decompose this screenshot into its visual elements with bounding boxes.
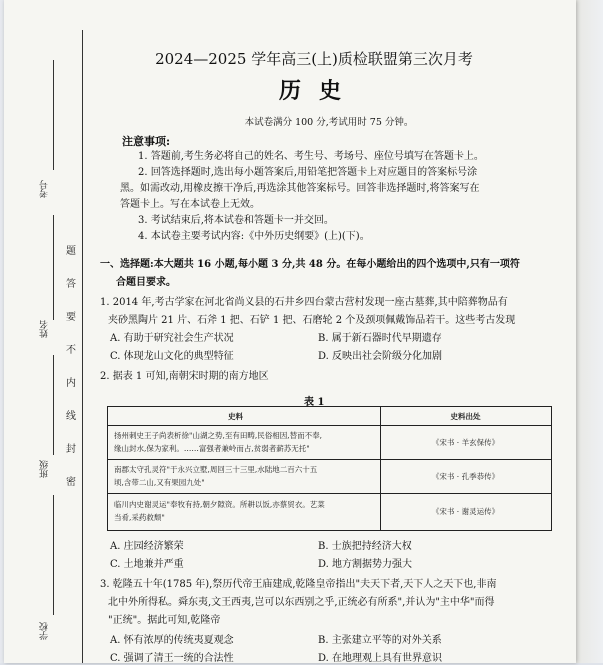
table-cell-text: 临川内史谢灵运"奉牧有持,朝夕隙资。所耕以饭,亦蔡贸衣。艺菜 <box>114 500 325 509</box>
q2-option-a: A. 庄园经济繁荣 <box>110 541 184 552</box>
table-cell-source: 《宋书 · 谢灵运传》 <box>431 507 500 516</box>
q3-stem-cont: "正统"。据此可知,乾隆帝 <box>108 615 221 626</box>
q1-stem: 1. 2014 年,考古学家在河北省尚义县的石井乡四台蒙古营村发现一座古墓葬,其中陪葬物品有 <box>100 297 508 308</box>
name-underline <box>53 215 54 320</box>
q3-option-c: C. 强调了清王一统的合法性 <box>110 653 234 664</box>
q2-stem: 2. 据表 1 可知,南朝宋时期的南方地区 <box>100 371 269 382</box>
table-rule <box>108 459 551 460</box>
seal-char: 内 <box>66 378 76 389</box>
note-4: 4. 本试卷主要考试内容:《中外历史纲要》(上)(下)。 <box>138 231 370 242</box>
table-caption: 表 1 <box>304 397 325 408</box>
seal-char: 封 <box>66 444 76 455</box>
q1-option-b: B. 属于新石器时代早期遗存 <box>318 333 442 344</box>
source-table <box>107 406 552 531</box>
q3-option-d: D. 在地理观上具有世界意识 <box>318 653 443 664</box>
section-heading: 一、选择题:本大题共 16 小题,每小题 3 分,共 48 分。在每小题给出的四个选项中,只有一项符 <box>100 259 520 270</box>
q3-stem: 3. 乾隆五十年(1785 年),祭历代帝王庙建成,乾隆皇帝指出"夫天下者,天下人之天下也,非南 <box>100 579 497 590</box>
subject-title: 历史 <box>278 78 359 104</box>
q2-option-c: C. 土地兼并严重 <box>110 559 184 570</box>
q2-option-d: D. 地方割据势力强大 <box>318 559 413 570</box>
q3-stem-cont: 北中外所得私。舜东夷,文王西夷,岂可以东西别之乎,正统必有所系",并认为"主中华"而得 <box>108 597 495 608</box>
seal-char: 密 <box>66 477 76 488</box>
table-cell-source: 《宋书 · 羊玄保传》 <box>431 438 500 447</box>
table-rule <box>108 493 551 494</box>
q1-stem-cont: 夹砂黑陶片 21 片、石斧 1 把、石铲 1 把、石磨轮 2 个及颈项佩戴饰品若干。这些考古发现 <box>108 315 516 326</box>
q3-option-a: A. 怀有浓厚的传统夷夏观念 <box>110 635 234 646</box>
table-cell-text: 南郡太守孔灵符"于永兴立墅,周回三十三里,水陆地二百六十五 <box>114 465 318 474</box>
table-rule <box>108 425 551 426</box>
table-cell-text: 缘山封水,保为家利。……富强者兼岭而占,贫弱者薪苏无托" <box>114 444 310 453</box>
table-header-source: 史料 <box>228 412 243 421</box>
table-cell-text: 当肴,采药救颓" <box>114 513 165 522</box>
binding-line <box>82 30 83 663</box>
table-header-origin: 史料出处 <box>450 412 481 421</box>
table-cell-text: 扬州刺史王子尚表析徐"山湖之势,至有田畴,民俗相因,替而不奉, <box>114 431 322 440</box>
q1-option-d: D. 反映出社会阶级分化加剧 <box>318 351 443 362</box>
seal-char: 要 <box>66 312 76 323</box>
exam-title: 2024—2025 学年高三(上)质检联盟第三次月考 <box>155 50 473 68</box>
desk-edge <box>576 0 603 663</box>
section-heading-cont: 合题目要求。 <box>116 277 176 288</box>
q2-option-b: B. 士族把持经济大权 <box>318 541 412 552</box>
table-cell-source: 《宋书 · 孔季恭传》 <box>431 472 500 481</box>
class-underline <box>53 355 54 455</box>
note-2: 2. 回答选择题时,选出每小题答案后,用铅笔把答题卡上对应题目的答案标号涂 <box>138 167 478 178</box>
exam-no-underline <box>53 60 54 170</box>
school-label: 学校 <box>40 622 50 640</box>
seal-char: 题 <box>66 246 76 257</box>
seal-char: 不 <box>66 345 76 356</box>
q1-option-c: C. 体现龙山文化的典型特征 <box>110 351 234 362</box>
exam-sheet <box>4 0 576 663</box>
seal-char: 答 <box>66 279 76 290</box>
note-1: 1. 答题前,考生务必将自己的姓名、考生号、考场号、座位号填写在答题卡上。 <box>138 151 484 162</box>
exam-meta: 本试卷满分 100 分,考试用时 75 分钟。 <box>244 117 414 128</box>
seal-char: 线 <box>66 411 76 422</box>
binding-margin <box>4 0 94 663</box>
exam-no-label: 考号 <box>40 180 50 198</box>
notes-heading: 注意事项: <box>122 135 171 148</box>
note-2-cont: 答题卡上。写在本试卷上无效。 <box>120 199 260 210</box>
q3-option-b: B. 主张建立平等的对外关系 <box>318 635 442 646</box>
name-label: 姓名 <box>40 320 50 338</box>
q1-option-a: A. 有助于研究社会生产状况 <box>110 333 234 344</box>
note-3: 3. 考试结束后,将本试卷和答题卡一并交回。 <box>138 215 334 226</box>
school-underline <box>53 495 54 615</box>
table-cell-text: 顷,含带二山,又有果园九处" <box>114 478 205 487</box>
class-label: 班级 <box>40 460 50 478</box>
note-2-cont: 黑。如需改动,用橡皮擦干净后,再选涂其他答案标号。回答非选择题时,将答案写在 <box>120 183 480 194</box>
